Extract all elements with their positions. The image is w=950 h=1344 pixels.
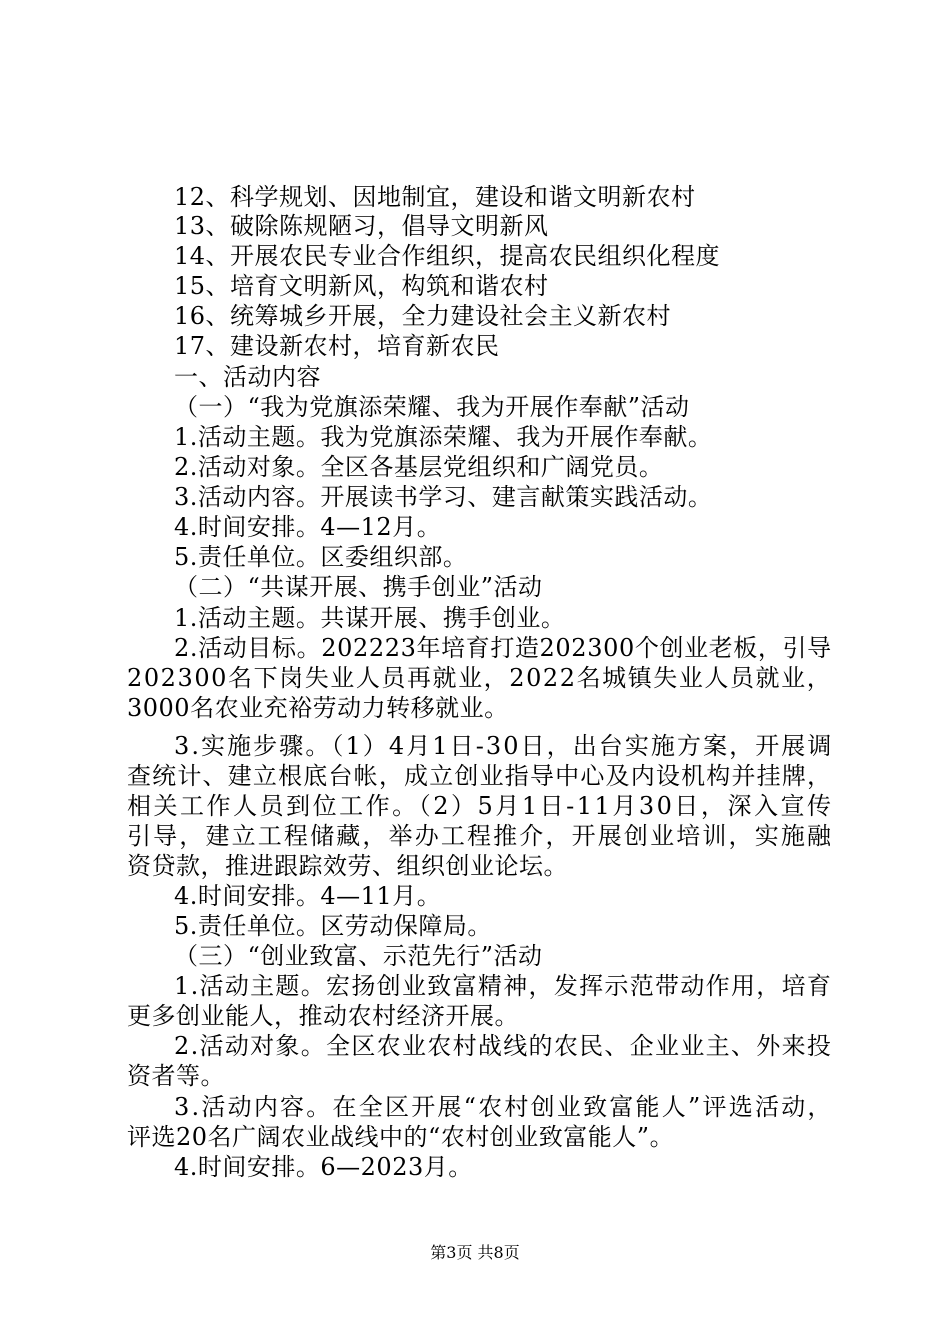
text-line: 17、建设新农村，培育新农民 xyxy=(174,332,500,360)
subsection-heading: （一）“我为党旗添荣耀、我为开展作奉献”活动 xyxy=(174,393,690,421)
text-line: 查统计、建立根底台帐，成立创业指导中心及内设机构并挂牌， xyxy=(127,762,833,790)
subsection-heading: （二）“共谋开展、携手创业”活动 xyxy=(174,573,543,601)
text-line: 引导，建立工程储藏，举办工程推介，开展创业培训，实施融 xyxy=(127,822,834,850)
text-line: 5.责任单位。区劳动保障局。 xyxy=(174,912,492,940)
text-line: 202300名下岗失业人员再就业，2022名城镇失业人员就业， xyxy=(127,664,833,692)
text-line: 4.时间安排。6—2023月。 xyxy=(174,1153,473,1181)
text-line: 2.活动目标。202223年培育打造202300个创业老板，引导 xyxy=(174,634,832,662)
text-line: 12、科学规划、因地制宜，建设和谐文明新农村 xyxy=(174,183,696,211)
text-line: 评选20名广阔农业战线中的“农村创业致富能人”。 xyxy=(127,1123,675,1151)
text-line: 3.活动内容。开展读书学习、建言献策实践活动。 xyxy=(174,483,713,511)
text-line: 2.活动对象。全区农业农村战线的农民、企业业主、外来投 xyxy=(174,1032,833,1060)
text-line: 5.责任单位。区委组织部。 xyxy=(174,543,468,571)
text-line: 1.活动主题。宏扬创业致富精神，发挥示范带动作用，培育 xyxy=(174,972,833,1000)
text-line: 4.时间安排。4—11月。 xyxy=(174,882,442,910)
subsection-heading: （三）“创业致富、示范先行”活动 xyxy=(174,942,543,970)
text-line: 相关工作人员到位工作。（2）5月1日-11月30日，深入宣传 xyxy=(127,792,834,820)
text-line: 1.活动主题。我为党旗添荣耀、我为开展作奉献。 xyxy=(174,423,713,451)
text-line: 3.活动内容。在全区开展“农村创业致富能人”评选活动， xyxy=(174,1093,834,1121)
text-line: 3.实施步骤。（1）4月1日-30日，出台实施方案，开展调 xyxy=(174,732,834,760)
section-heading: 一、活动内容 xyxy=(174,363,321,391)
text-line: 1.活动主题。共谋开展、携手创业。 xyxy=(174,604,566,632)
text-line: 2.活动对象。全区各基层党组织和广阔党员。 xyxy=(174,453,664,481)
text-line: 3000名农业充裕劳动力转移就业。 xyxy=(127,694,509,722)
text-line: 更多创业能人，推动农村经济开展。 xyxy=(127,1002,519,1030)
text-line: 4.时间安排。4—12月。 xyxy=(174,513,442,541)
text-line: 资者等。 xyxy=(127,1062,225,1090)
text-line: 16、统筹城乡开展，全力建设社会主义新农村 xyxy=(174,302,672,330)
page-number-footer: 第3页 共8页 xyxy=(430,1243,520,1262)
text-line: 13、破除陈规陋习，倡导文明新风 xyxy=(174,212,549,240)
text-line: 15、培育文明新风，构筑和谐农村 xyxy=(174,272,549,300)
text-line: 资贷款，推进跟踪效劳、组织创业论坛。 xyxy=(127,852,568,880)
text-line: 14、开展农民专业合作组织，提高农民组织化程度 xyxy=(174,242,721,270)
